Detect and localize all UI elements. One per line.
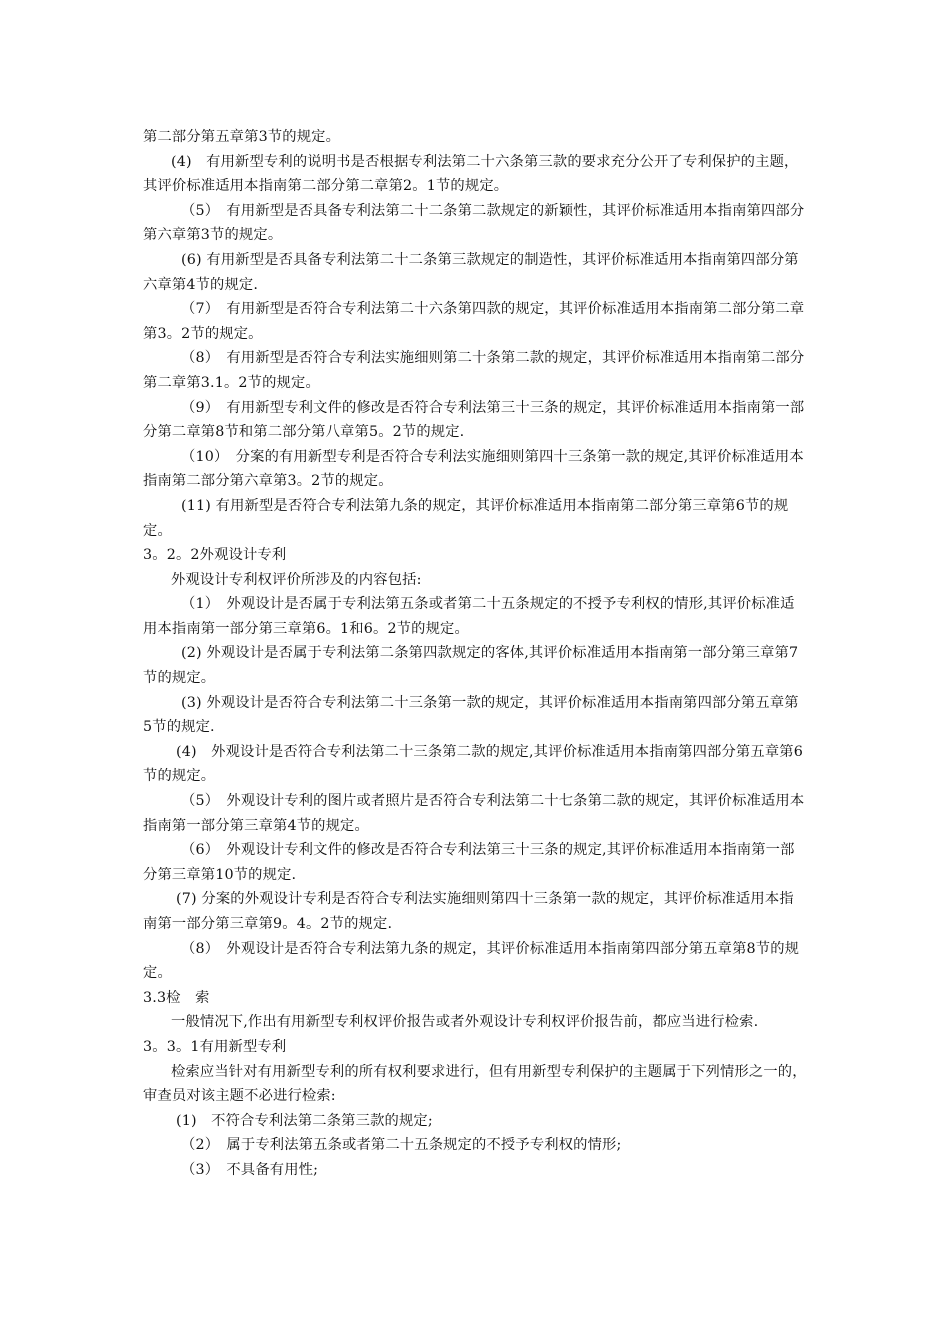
section-heading: 3.3检 索 [143,989,210,1006]
list-item: （1） 外观设计是否属于专利法第五条或者第二十五条规定的不授予专利权的情形,其评价标准适用本指南第一部分第三章第6。1和6。2节的规定。 [143,596,795,637]
list-item: （5） 外观设计专利的图片或者照片是否符合专利法第二十七条第二款的规定，其评价标准适用本指南第一部分第三章第4节的规定。 [143,793,805,834]
list-item: (4) 外观设计是否符合专利法第二十三条第二款的规定,其评价标准适用本指南第四部分第五章第6节的规定。 [143,743,803,785]
paragraph: 第二部分第五章第3节的规定。 [143,129,341,145]
paragraph: 外观设计专利权评价所涉及的内容包括: [171,571,422,588]
list-item: （9） 有用新型专利文件的修改是否符合专利法第三十三条的规定，其评价标准适用本指南第一部分第二章第8节和第二部分第八章第5。2节的规定. [143,399,805,441]
list-item: (7) 分案的外观设计专利是否符合专利法实施细则第四十三条第一款的规定，其评价标准适用本指南第一部分第三章第9。4。2节的规定. [143,891,794,932]
list-item: (6) 有用新型是否具备专利法第二十二条第三款规定的制造性，其评价标准适用本指南第四部分第六章第4节的规定. [143,251,799,293]
list-item: (3) 外观设计是否符合专利法第二十三条第一款的规定，其评价标准适用本指南第四部分第五章第5节的规定. [143,694,799,736]
list-item: (2) 外观设计是否属于专利法第二条第四款规定的客体,其评价标准适用本指南第一部分第三章第7节的规定。 [143,645,799,687]
paragraph: 检索应当针对有用新型专利的所有权利要求进行，但有用新型专利保护的主题属于下列情形之一的，审查员对该主题不必进行检索: [143,1063,807,1105]
paragraph: 一般情况下,作出有用新型专利权评价报告或者外观设计专利权评价报告前，都应当进行检索. [171,1014,759,1031]
list-item: （8） 有用新型是否符合专利法实施细则第二十条第二款的规定，其评价标准适用本指南第二部分第二章第3.1。2节的规定。 [143,350,805,391]
section-heading: 3。3。1有用新型专利 [143,1038,287,1055]
list-item: （2） 属于专利法第五条或者第二十五条规定的不授予专利权的情形; [181,1137,622,1154]
section-heading: 3。2。2外观设计专利 [143,547,287,564]
list-item: （7） 有用新型是否符合专利法第二十六条第四款的规定，其评价标准适用本指南第二部分第二章第3。2节的规定。 [143,301,805,342]
document-body [143,125,807,1183]
list-item: （5） 有用新型是否具备专利法第二十二条第二款规定的新颖性，其评价标准适用本指南第四部分第六章第3节的规定。 [143,202,805,244]
list-item: (11) 有用新型是否符合专利法第九条的规定，其评价标准适用本指南第二部分第三章第6节的规定。 [143,497,789,539]
list-item: （8） 外观设计是否符合专利法第九条的规定，其评价标准适用本指南第四部分第五章第8节的规定。 [143,940,800,982]
list-item: （6） 外观设计专利文件的修改是否符合专利法第三十三条的规定,其评价标准适用本指南第一部分第三章第10节的规定. [143,842,795,883]
list-item: (1) 不符合专利法第二条第三款的规定; [176,1112,433,1129]
list-item: (4) 有用新型专利的说明书是否根据专利法第二十六条第三款的要求充分公开了专利保护的主题，其评价标准适用本指南第二部分第二章第2。1节的规定。 [143,153,799,195]
list-item: （10） 分案的有用新型专利是否符合专利法实施细则第四十三条第一款的规定,其评价标准适用本指南第二部分第六章第3。2节的规定。 [143,448,804,490]
list-item: （3） 不具备有用性; [181,1161,319,1178]
